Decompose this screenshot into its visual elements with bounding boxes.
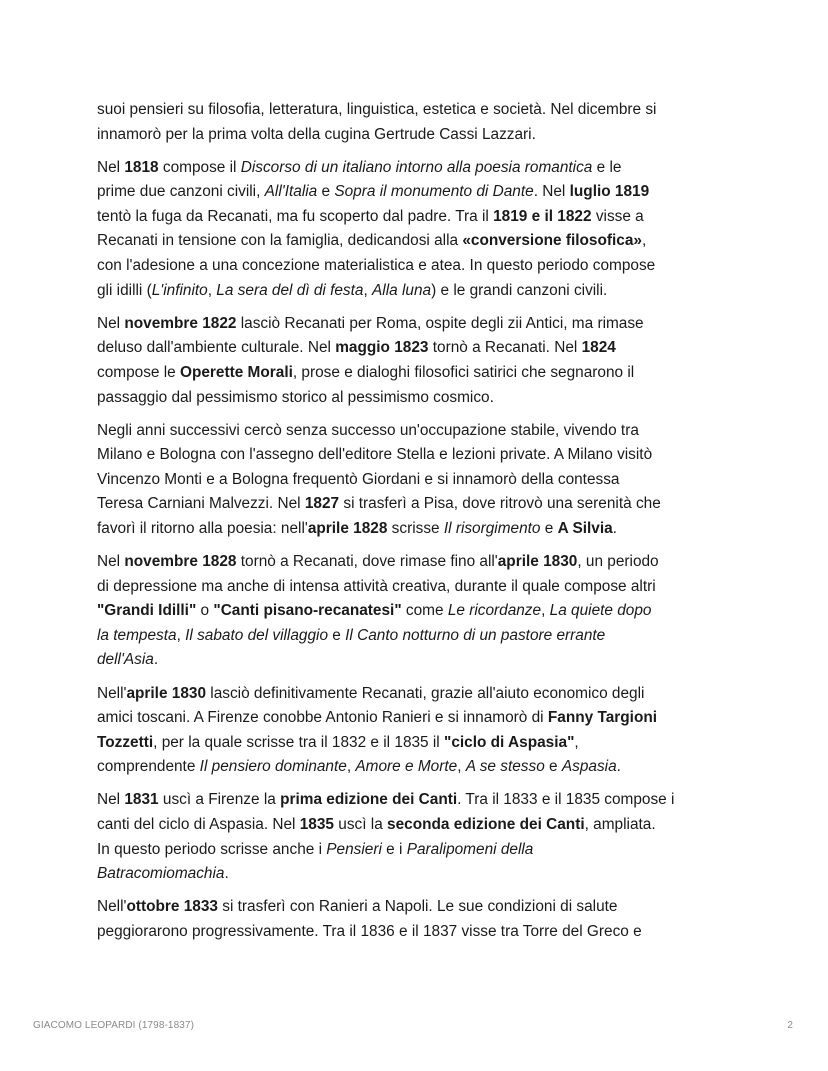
text-run: tornò a Recanati. Nel xyxy=(428,339,582,357)
text-run: Recanati in tensione con la famiglia, dedicandosi alla xyxy=(97,232,463,250)
italic-title: Sopra il monumento di Dante xyxy=(334,183,534,201)
bold-text: "ciclo di Aspasia" xyxy=(444,733,575,751)
document-body xyxy=(97,98,747,953)
italic-title: Il Canto notturno di un pastore errante xyxy=(345,626,606,644)
italic-title: Aspasia xyxy=(561,758,617,776)
bold-text: aprile 1830 xyxy=(126,684,207,702)
text-run: Nel xyxy=(97,791,125,809)
text-run: e xyxy=(540,520,558,537)
text-run: e le xyxy=(592,158,622,176)
running-footer-title: GIACOMO LEOPARDI (1798-1837) xyxy=(33,1020,195,1031)
italic-title: Il sabato del villaggio xyxy=(185,626,329,644)
text-run: , xyxy=(541,602,550,620)
text-run: gli idilli ( xyxy=(97,281,152,299)
text-run: Nel xyxy=(97,553,125,571)
italic-title: dell'Asia xyxy=(97,651,154,669)
text-run: deluso dall'ambiente culturale. Nel xyxy=(97,339,336,357)
text-run: scrisse xyxy=(387,520,444,537)
bold-text: A Silvia xyxy=(557,520,613,537)
text-run: , xyxy=(574,733,579,751)
text-run: si trasferì con Ranieri a Napoli. Le sue condizioni di salute xyxy=(217,898,618,916)
text-run: , un periodo xyxy=(577,553,659,571)
text-run: favorì il ritorno alla poesia: nell' xyxy=(97,520,308,537)
italic-title: Il risorgimento xyxy=(443,520,541,537)
text-run: uscì la xyxy=(334,816,388,834)
text-run: , xyxy=(641,232,647,250)
text-run: innamorò per la prima volta della cugina Gertrude Cassi Lazzari. xyxy=(97,125,536,143)
paragraph xyxy=(97,895,747,944)
text-run: Nell' xyxy=(97,684,127,702)
text-run: visse a xyxy=(591,207,644,225)
text-run: di depressione ma anche di intensa attività creativa, durante il quale compose altri xyxy=(97,577,656,595)
bold-text: Tozzetti xyxy=(97,733,154,751)
paragraph xyxy=(97,682,747,780)
text-run: si trasferì a Pisa, dove ritrovò una serenità che xyxy=(339,495,661,513)
text-run: o xyxy=(196,602,214,620)
bold-text: Fanny Targioni xyxy=(547,709,658,727)
paragraph xyxy=(97,98,747,147)
bold-text: aprile 1830 xyxy=(497,553,578,571)
bold-text: novembre 1822 xyxy=(124,314,237,332)
paragraph xyxy=(97,788,747,886)
text-run: uscì a Firenze la xyxy=(158,791,281,809)
italic-title: Alla luna xyxy=(372,281,432,299)
text-run: canti del ciclo di Aspasia. Nel xyxy=(97,816,300,834)
text-run: . Nel xyxy=(533,183,570,201)
page-number: 2 xyxy=(787,1020,793,1031)
paragraph xyxy=(97,156,747,304)
text-run: tentò la fuga da Recanati, ma fu scoperto dal padre. Tra il xyxy=(97,207,494,225)
text-run: , xyxy=(363,281,373,299)
text-run: . Tra il 1833 e il 1835 compose i xyxy=(457,791,675,809)
paragraph xyxy=(97,419,747,542)
paragraph xyxy=(97,312,747,410)
text-run: . xyxy=(224,865,229,883)
text-run: peggiorarono progressivamente. Tra il 1836 e il 1837 visse tra Torre del Greco e xyxy=(97,922,642,940)
text-run: ) e le grandi canzoni civili. xyxy=(431,281,608,299)
text-run: Vincenzo Monti e a Bologna frequentò Giordani e si innamorò della contessa xyxy=(97,470,620,488)
text-run: prime due canzoni civili, xyxy=(97,183,265,201)
text-run: e xyxy=(544,758,562,776)
bold-text: «conversione filosofica» xyxy=(462,232,642,250)
italic-title: Paralipomeni della xyxy=(406,840,534,858)
text-run: passaggio dal pessimismo storico al pessimismo cosmico. xyxy=(97,388,494,406)
bold-text: 1819 e il 1822 xyxy=(493,207,592,225)
text-run: . xyxy=(612,520,617,537)
text-run: , prose e dialoghi filosofici satirici che segnarono il xyxy=(292,363,635,381)
bold-text: "Canti pisano-recanatesi" xyxy=(213,602,402,620)
text-run: e xyxy=(328,626,346,644)
text-run: Milano e Bologna con l'assegno dell'editore Stella e lezioni private. A Milano visitò xyxy=(97,446,653,464)
text-run: comprendente xyxy=(97,758,200,776)
italic-title: Amore e Morte xyxy=(355,758,458,776)
italic-title: La quiete dopo xyxy=(549,602,652,620)
text-run: Nel xyxy=(97,314,125,332)
bold-text: seconda edizione dei Canti xyxy=(387,816,585,834)
text-run: lasciò definitivamente Recanati, grazie all'aiuto economico degli xyxy=(206,684,645,702)
text-run: Negli anni successivi cercò senza successo un'occupazione stabile, vivendo tra xyxy=(97,421,639,439)
text-run: tornò a Recanati, dove rimase fino all' xyxy=(236,553,498,571)
bold-text: luglio 1819 xyxy=(569,183,650,201)
text-run: e i xyxy=(381,840,407,858)
text-run: Nell' xyxy=(97,898,127,916)
text-run: . xyxy=(616,758,621,776)
bold-text: aprile 1828 xyxy=(307,520,388,537)
italic-title: Le ricordanze xyxy=(447,602,542,620)
text-run: e xyxy=(317,183,335,201)
text-run: compose il xyxy=(158,158,241,176)
bold-text: 1824 xyxy=(581,339,616,357)
text-run: Teresa Carniani Malvezzi. Nel xyxy=(97,495,305,513)
bold-text: "Grandi Idilli" xyxy=(97,602,197,620)
text-run: , per la quale scrisse tra il 1832 e il 1835 il xyxy=(153,733,445,751)
text-run: , xyxy=(457,758,466,776)
text-run: In questo periodo scrisse anche i xyxy=(97,840,327,858)
bold-text: Operette Morali xyxy=(179,363,293,381)
text-run: . xyxy=(153,651,159,669)
bold-text: ottobre 1833 xyxy=(126,898,218,916)
text-run: con l'adesione a una concezione materialistica e atea. In questo periodo compose xyxy=(97,257,656,275)
text-run: lasciò Recanati per Roma, ospite degli zii Antici, ma rimase xyxy=(236,314,644,332)
text-run: , xyxy=(346,758,356,776)
italic-title: Il pensiero dominante xyxy=(199,758,347,776)
italic-title: Pensieri xyxy=(326,840,382,858)
paragraph xyxy=(97,550,747,673)
text-run: come xyxy=(401,602,448,620)
bold-text: 1827 xyxy=(304,495,340,513)
italic-title: la tempesta xyxy=(97,626,177,644)
text-run: , ampliata. xyxy=(584,816,656,834)
text-run: Nel xyxy=(97,158,125,176)
italic-title: Batracomiomachia xyxy=(97,865,225,883)
text-run: , xyxy=(207,281,217,299)
bold-text: prima edizione dei Canti xyxy=(280,791,458,809)
bold-text: 1831 xyxy=(124,791,159,809)
bold-text: novembre 1828 xyxy=(124,553,237,571)
bold-text: 1818 xyxy=(124,158,159,176)
italic-title: Discorso di un italiano intorno alla poesia romantica xyxy=(240,158,593,176)
italic-title: L'infinito xyxy=(151,281,208,299)
italic-title: A se stesso xyxy=(465,758,545,776)
bold-text: maggio 1823 xyxy=(335,339,429,357)
bold-text: 1835 xyxy=(299,816,334,834)
text-run: amici toscani. A Firenze conobbe Antonio Ranieri e si innamorò di xyxy=(97,709,548,727)
text-run: compose le xyxy=(97,363,180,381)
italic-title: All'Italia xyxy=(264,183,318,201)
italic-title: La sera del dì di festa xyxy=(216,281,364,299)
text-run: , xyxy=(176,626,186,644)
text-run: suoi pensieri su filosofia, letteratura, linguistica, estetica e società. Nel dicembre si xyxy=(97,101,657,118)
